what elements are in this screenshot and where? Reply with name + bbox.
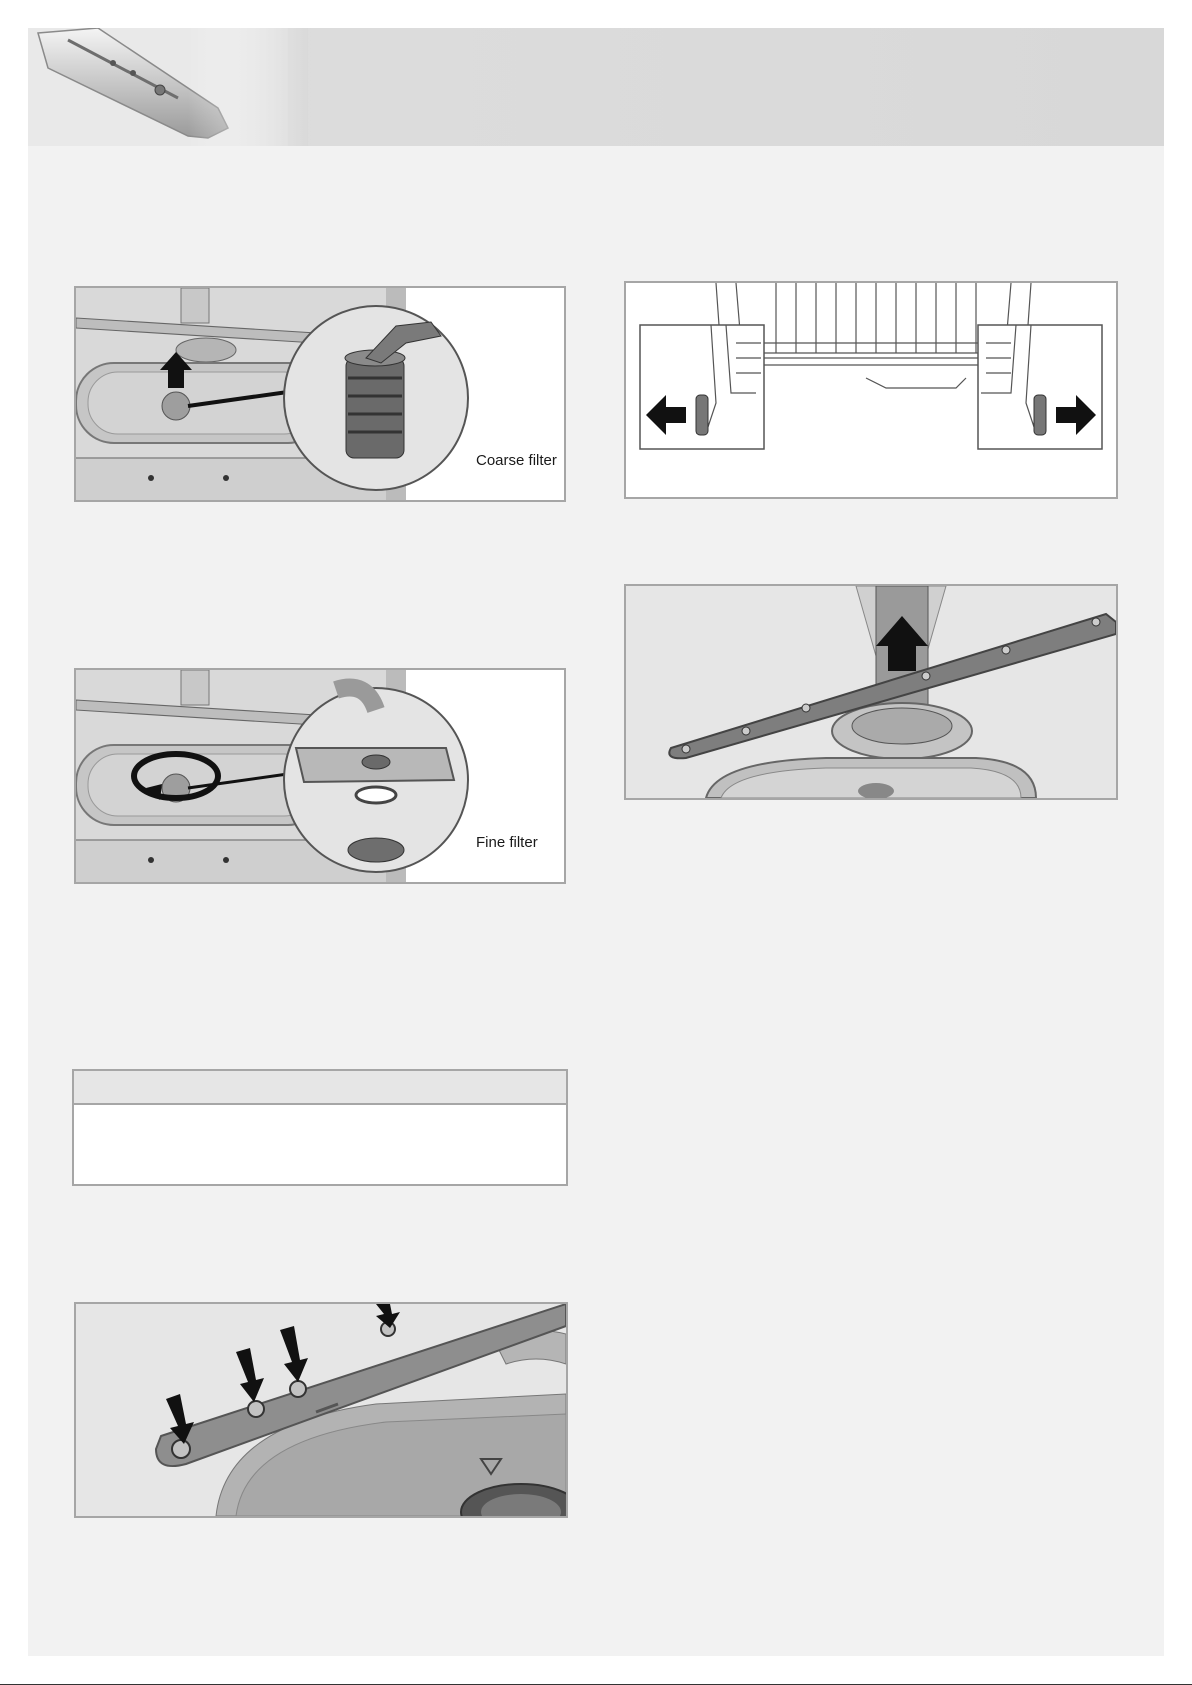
header-banner	[28, 28, 1164, 146]
figure-coarse-filter	[74, 286, 566, 502]
figure-basket-rails	[624, 281, 1118, 499]
figure-spray-arm-nozzles	[74, 1302, 568, 1518]
coarse-filter-label: Coarse filter	[476, 452, 557, 469]
note-box-header	[74, 1071, 566, 1105]
spray-arm-banner-icon	[28, 28, 1164, 146]
note-box	[72, 1069, 568, 1186]
figure-remove-spray-arm	[624, 584, 1118, 800]
fine-filter-label: Fine filter	[476, 834, 538, 851]
figure-fine-filter	[74, 668, 566, 884]
